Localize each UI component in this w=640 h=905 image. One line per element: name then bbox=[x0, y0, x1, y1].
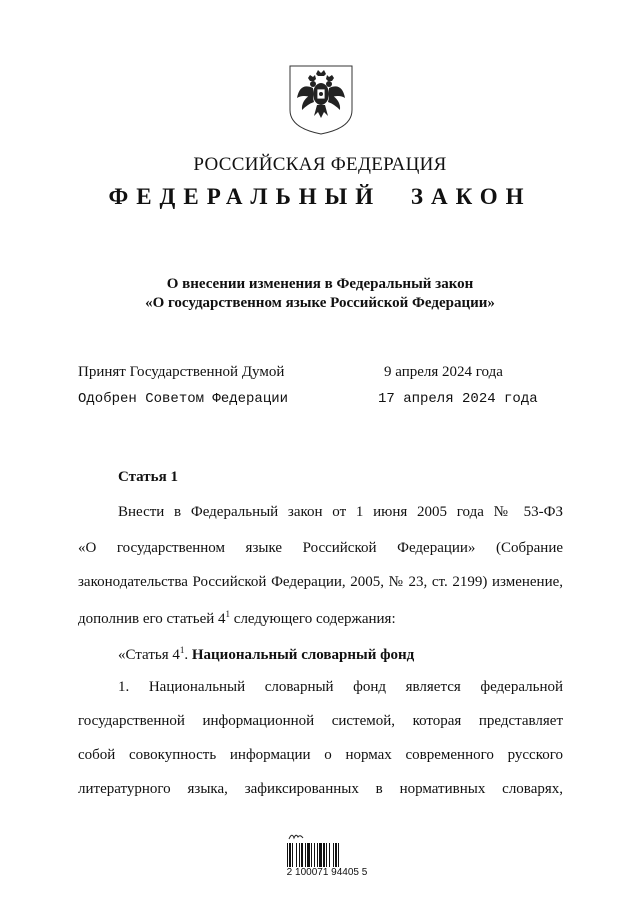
article-4-1-line: литературного языка, зафиксированных в нормативных словарях, bbox=[78, 781, 563, 797]
article-superscript: 1 bbox=[225, 609, 231, 619]
law-type-heading: ФЕДЕРАЛЬНЫЙ ЗАКОН bbox=[108, 184, 532, 209]
signature-mark bbox=[288, 831, 304, 841]
article-4-1-heading-prefix: «Статья 4 bbox=[118, 647, 180, 663]
article-1-last-line-end: следующего содержания: bbox=[230, 611, 396, 627]
article-1-line: «О государственном языке Российской Федерации» (Собрание bbox=[78, 540, 563, 556]
article-4-1-line: собой совокупность информации о нормах современного русского bbox=[78, 747, 563, 763]
article-1-last-line-text: дополнив его статьей 4 bbox=[78, 611, 226, 627]
article-1-line: законодательства Российской Федерации, 2005, № 23, ст. 2199) изменение, bbox=[78, 574, 563, 590]
article-4-1-line: государственной информационной системой, которая представляет bbox=[78, 713, 563, 729]
council-approval-date: 17 апреля 2024 года bbox=[378, 391, 538, 407]
article-superscript: 1 bbox=[179, 645, 185, 655]
duma-adoption-date: 9 апреля 2024 года bbox=[384, 364, 503, 380]
country-heading: РОССИЙСКАЯ ФЕДЕРАЦИЯ bbox=[193, 154, 447, 175]
article-1-line: Внести в Федеральный закон от 1 июня 2005 года № 53-ФЗ bbox=[118, 504, 563, 520]
barcode-number: 2 100071 94405 5 bbox=[286, 867, 368, 878]
coat-of-arms-emblem bbox=[288, 64, 354, 136]
law-title-line-1: О внесении изменения в Федеральный закон bbox=[166, 276, 474, 292]
law-title-line-2: «О государственном языке Российской Федерации» bbox=[145, 295, 495, 311]
duma-adoption-label: Принят Государственной Думой bbox=[78, 364, 285, 380]
article-4-1-heading bbox=[118, 641, 563, 664]
article-1-heading: Статья 1 bbox=[118, 469, 178, 485]
council-approval-label: Одобрен Советом Федерации bbox=[78, 391, 289, 407]
article-4-1-heading-dot: . bbox=[184, 647, 192, 663]
article-4-1-heading-title: Национальный словарный фонд bbox=[191, 647, 415, 663]
article-1-line bbox=[78, 605, 563, 628]
article-4-1-line: 1. Национальный словарный фонд является федеральной bbox=[118, 679, 563, 695]
